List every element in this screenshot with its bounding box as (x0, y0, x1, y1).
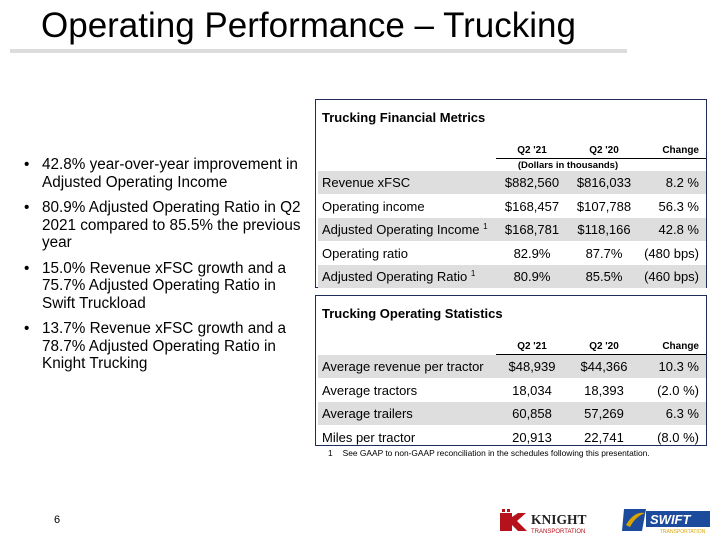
value-change: (8.0 %) (657, 430, 699, 445)
operating-statistics-panel (315, 295, 707, 446)
value-q2-20: 57,269 (568, 402, 640, 426)
value-q2-21: 80.9% (496, 265, 568, 288)
value-q2-20: 18,393 (584, 383, 624, 398)
bullet-dot-icon: • (24, 320, 30, 337)
financial-metrics-panel (315, 99, 707, 288)
table-row (318, 171, 706, 195)
units-row (318, 159, 706, 172)
value-q2-21: $48,939 (496, 355, 568, 379)
value-q2-20: $44,366 (568, 355, 640, 379)
row-label-cell (318, 218, 496, 242)
footnote-marker: 1 (483, 222, 488, 231)
swift-wordmark: SWIFT (650, 512, 691, 527)
value-change: 6.3 % (640, 402, 706, 426)
row-label: Adjusted Operating Ratio (322, 269, 468, 284)
footnote-text: See GAAP to non-GAAP reconciliation in the schedules following this presentation. (342, 448, 650, 458)
table-row (318, 426, 706, 450)
bullet-item (20, 156, 302, 191)
table-row (318, 218, 706, 242)
row-label: Adjusted Operating Income (322, 222, 480, 237)
units-label: (Dollars in thousands) (517, 159, 619, 171)
bullet-text: 13.7% Revenue xFSC growth and a 78.7% Adjusted Operating Ratio in Knight Trucking (42, 320, 287, 372)
row-label: Average tractors (322, 383, 418, 398)
table-row (318, 265, 706, 288)
knight-wordmark: KNIGHT (531, 512, 587, 527)
table-row (318, 402, 706, 426)
value-q2-20: 85.5% (568, 265, 640, 288)
value-q2-21: $168,457 (504, 199, 560, 214)
value-q2-20: $816,033 (568, 171, 640, 195)
bullet-text: 80.9% Adjusted Operating Ratio in Q2 2021 compared to 85.5% the previous year (42, 199, 301, 251)
operating-statistics-title: Trucking Operating Statistics (322, 306, 503, 321)
value-change: 42.8 % (640, 218, 706, 242)
row-label-cell (318, 265, 496, 288)
column-header-q2-20: Q2 '20 (568, 142, 640, 159)
swift-tagline: TRANSPORTATION (660, 529, 706, 535)
row-label: Operating income (322, 199, 425, 214)
value-q2-21: 20,913 (512, 430, 552, 445)
column-header-q2-21: Q2 '21 (496, 142, 568, 159)
footnote-number: 1 (328, 448, 333, 458)
financial-metrics-table (318, 142, 706, 288)
value-change: 56.3 % (658, 199, 699, 214)
bullet-item (20, 260, 302, 313)
row-label: Miles per tractor (322, 430, 416, 445)
title-underline (10, 49, 627, 53)
table-row (318, 379, 706, 403)
value-q2-20: $118,166 (568, 218, 640, 242)
bullet-text: 15.0% Revenue xFSC growth and a 75.7% Adjusted Operating Ratio in Swift Truckload (42, 259, 287, 312)
column-header-change: Change (640, 338, 706, 355)
operating-statistics-table (318, 338, 706, 449)
table-row (318, 355, 706, 379)
footnote (328, 448, 650, 458)
value-change: 10.3 % (640, 355, 706, 379)
column-header-change: Change (640, 142, 706, 159)
row-label: Average revenue per tractor (318, 355, 496, 379)
value-q2-21: $168,781 (496, 218, 568, 242)
knight-k-mark-icon (500, 513, 527, 531)
row-label: Average trailers (318, 402, 496, 426)
column-header-q2-20: Q2 '20 (568, 338, 640, 355)
bullet-text: 42.8% year-over-year improvement in Adjusted Operating Income (42, 156, 298, 191)
page-title: Operating Performance – Trucking (41, 6, 576, 45)
knight-tagline: TRANSPORTATION (531, 529, 586, 535)
bullet-item (20, 320, 302, 373)
bullet-dot-icon: • (24, 156, 30, 173)
table-header-row (318, 338, 706, 355)
swift-logo (620, 505, 712, 535)
value-q2-21: 60,858 (496, 402, 568, 426)
bullet-list (20, 156, 302, 381)
row-label: Operating ratio (322, 246, 408, 261)
row-label: Revenue xFSC (318, 171, 496, 195)
footnote-marker: 1 (470, 269, 476, 278)
knight-crown-icon (507, 509, 510, 512)
value-change: (480 bps) (644, 246, 699, 261)
knight-crown-icon (502, 509, 505, 512)
value-q2-20: $107,788 (576, 199, 632, 214)
table-row (318, 242, 706, 266)
value-q2-21: 18,034 (512, 383, 552, 398)
column-header-q2-21: Q2 '21 (496, 338, 568, 355)
value-q2-20: 22,741 (584, 430, 624, 445)
value-change: 8.2 % (640, 171, 706, 195)
financial-metrics-title: Trucking Financial Metrics (322, 110, 486, 125)
knight-logo (498, 507, 598, 537)
table-row (318, 195, 706, 219)
value-change: (460 bps) (640, 265, 706, 288)
value-q2-21: 82.9% (513, 246, 551, 261)
bullet-dot-icon: • (24, 259, 30, 277)
value-q2-21: $882,560 (496, 171, 568, 195)
bullet-item (20, 199, 302, 252)
value-change: (2.0 %) (657, 383, 699, 398)
value-q2-20: 87.7% (585, 246, 623, 261)
table-header-row (318, 142, 706, 159)
bullet-dot-icon: • (24, 199, 30, 216)
page-number: 6 (54, 514, 61, 526)
